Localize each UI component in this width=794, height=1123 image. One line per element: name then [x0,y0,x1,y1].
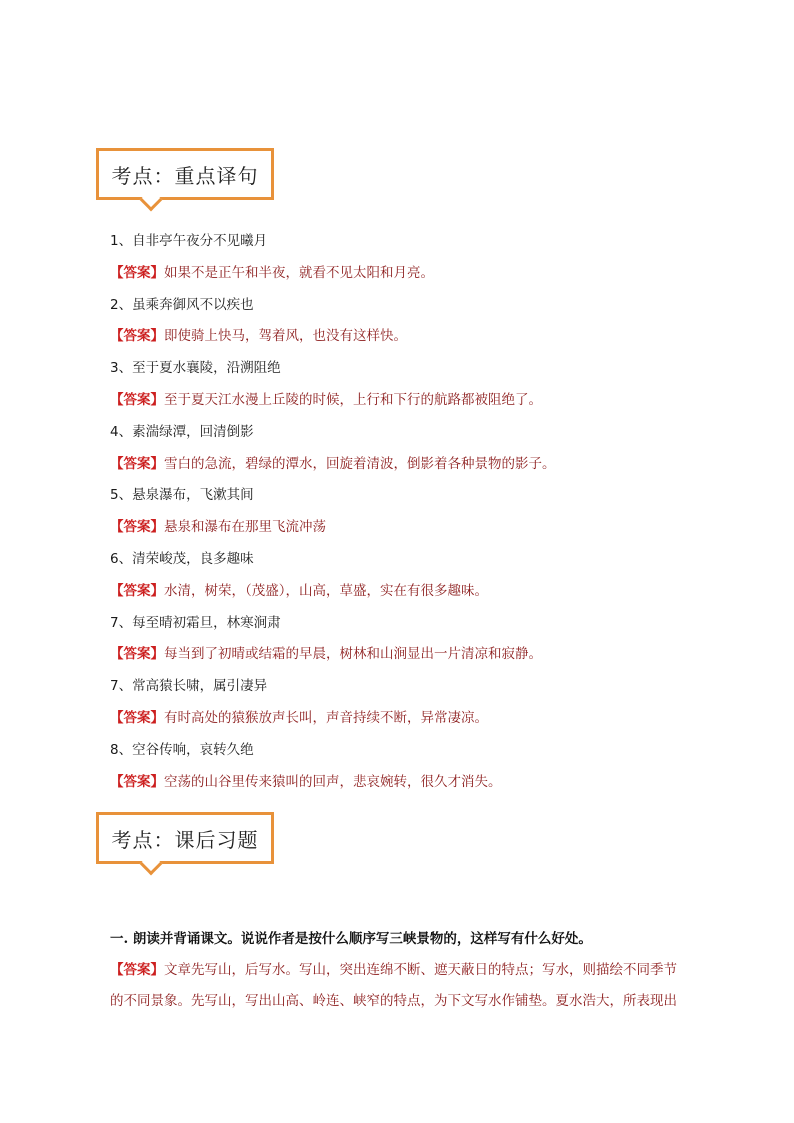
answer-tag: 【答案】 [110,455,164,472]
callout-notch [140,853,163,876]
answer-tag: 【答案】 [110,519,164,536]
answer-text: 空荡的山谷里传来猿叫的回声，悲哀婉转，很久才消失。 [164,773,502,790]
section-header-exercises [96,812,274,864]
question-line: 5、悬泉瀑布，飞漱其间 [110,487,254,504]
answer-line [110,258,710,290]
answer-text: 即使骑上快马，驾着风，也没有这样快。 [164,328,407,345]
answer-tag: 【答案】 [110,264,164,281]
answer-line [110,321,710,353]
section-header-key-sentences [96,148,274,200]
answer-tag: 【答案】 [110,328,164,345]
answer-line [110,385,710,417]
answer-text: 文章先写山，后写水。写山，突出连绵不断、遮天蔽日的特点；写水，则描绘不同季节 [164,962,677,978]
answer-text: 至于夏天江水漫上丘陵的时候，上行和下行的航路都被阻绝了。 [164,391,542,408]
exercise-block [110,924,710,1017]
exercise-answer [110,955,710,1017]
answer-line [110,512,710,544]
exercise-answer-line [110,955,710,986]
translation-list [110,226,710,798]
answer-text: 水清，树荣，（茂盛），山高，草盛，实在有很多趣味。 [164,582,488,599]
answer-text: 每当到了初晴或结霜的早晨，树林和山涧显出一片清凉和寂静。 [164,646,542,663]
question-line: 6、清荣峻茂，良多趣味 [110,550,254,567]
answer-tag: 【答案】 [110,582,164,599]
question-line: 2、虽乘奔御风不以疾也 [110,296,254,313]
answer-tag: 【答案】 [110,773,164,790]
answer-text: 雪白的急流，碧绿的潭水，回旋着清波，倒影着各种景物的影子。 [164,455,556,472]
answer-tag: 【答案】 [110,391,164,408]
answer-text: 有时高处的猿猴放声长叫，声音持续不断，异常凄凉。 [164,709,488,726]
question-line: 3、至于夏水襄陵，沿溯阻绝 [110,360,281,377]
answer-tag: 【答案】 [110,962,164,978]
answer-line [110,449,710,481]
section-title: 考点：课后习题 [111,827,259,852]
answer-line [110,703,710,735]
answer-text: 如果不是正午和半夜，就看不见太阳和月亮。 [164,264,434,281]
answer-tag: 【答案】 [110,646,164,663]
answer-tag: 【答案】 [110,709,164,726]
question-line: 4、素湍绿潭，回清倒影 [110,423,254,440]
exercise-question: 一. 朗读并背诵课文。说说作者是按什么顺序写三峡景物的，这样写有什么好处。 [110,931,592,947]
question-line: 7、每至晴初霜旦，林寒涧肃 [110,614,281,631]
question-line: 8、空谷传响，哀转久绝 [110,741,254,758]
answer-text: 悬泉和瀑布在那里飞流冲荡 [164,519,326,536]
answer-line [110,639,710,671]
answer-line [110,576,710,608]
question-line: 1、自非亭午夜分不见曦月 [110,233,268,249]
answer-line [110,767,710,799]
question-line: 7、常高猿长啸，属引凄异 [110,678,268,695]
section-title: 考点：重点译句 [111,163,259,188]
callout-notch [140,189,163,212]
exercise-answer-line: 的不同景象。先写山，写出山高、岭连、峡窄的特点，为下文写水作铺垫。夏水浩大，所表现出 [110,993,677,1009]
